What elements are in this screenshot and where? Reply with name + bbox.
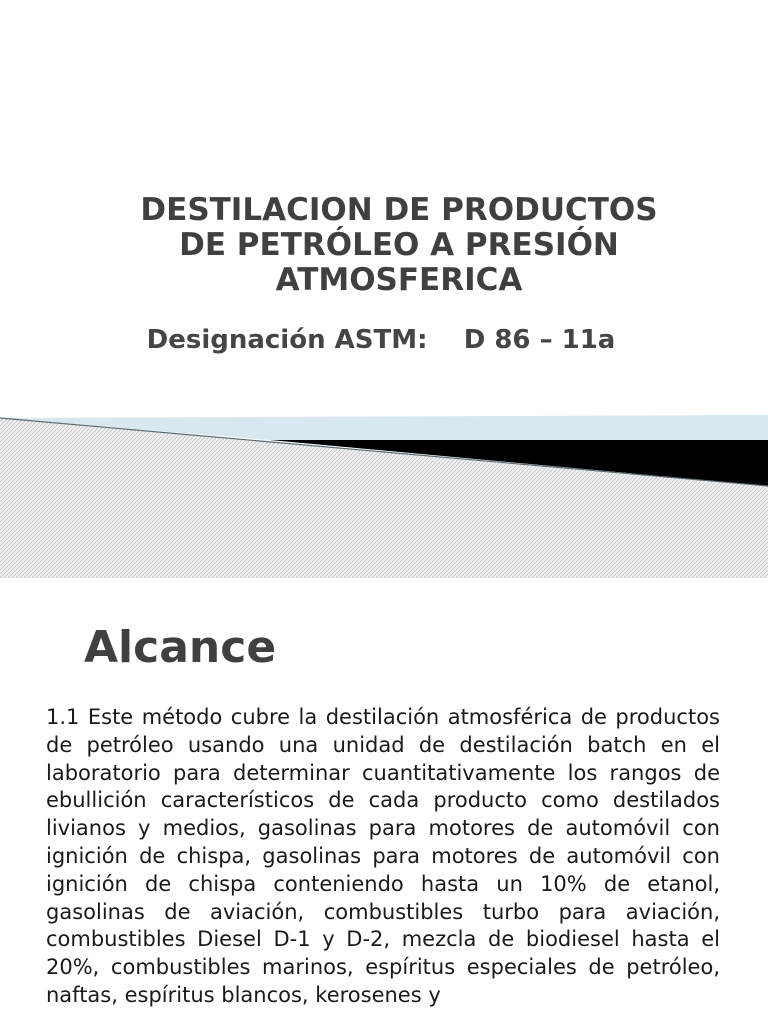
decorative-band	[0, 410, 768, 578]
scope-paragraph: 1.1 Este método cubre la destilación atmosférica de productos de petróleo usando una unidad de destilación batch en el laboratorio para determinar cuantitativamente los rangos de ebullición característicos de cada producto como destilados livianos y medios, gasolinas para motores de automóvil con ignición de chispa, gasolinas para motores de automóvil con ignición de chispa conteniendo hasta un 10% de etanol, gasolinas de aviación, combustibles turbo para aviación, combustibles Diesel D-1 y D-2, mezcla de biodiesel hasta el 20%, combustibles marinos, espíritus especiales de petróleo, naftas, espíritus blancos, kerosenes y	[46, 705, 720, 1007]
section-heading: Alcance	[84, 622, 277, 673]
slide-title: DESTILACION DE PRODUCTOS DE PETRÓLEO A PRESIÓN ATMOSFERICA	[140, 192, 658, 298]
slide-subtitle: Designación ASTM: D 86 – 11a	[146, 325, 616, 355]
